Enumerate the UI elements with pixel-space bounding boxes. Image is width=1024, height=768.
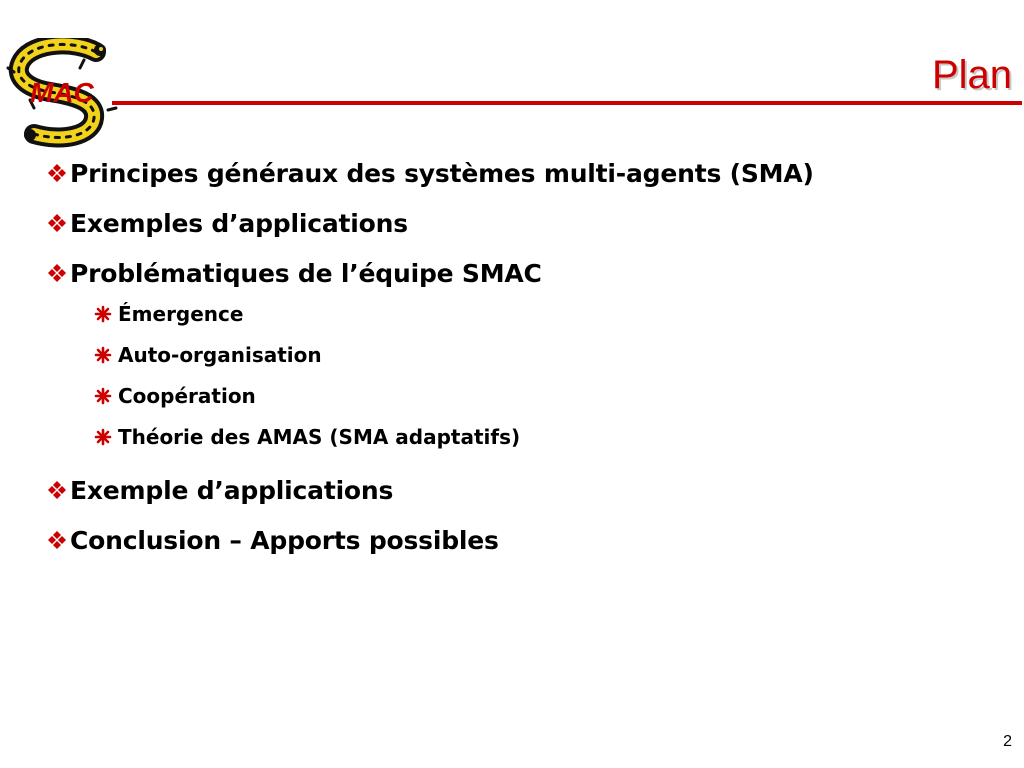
sub-bullet-text: Théorie des AMAS (SMA adaptatifs) [118,424,521,449]
asterisk-bullet-icon [94,387,112,405]
four-diamond-bullet-icon [46,529,68,551]
four-diamond-bullet-icon [46,162,68,184]
asterisk-bullet-icon [94,346,112,364]
svg-text:MAC: MAC [30,77,94,108]
sub-bullet-text: Coopération [118,383,256,408]
smac-logo [4,38,120,148]
sub-list-item [46,375,1006,416]
bullet-text: Problématiques de l’équipe SMAC [70,258,542,288]
list-item [46,198,1006,248]
page-number: 2 [1003,733,1012,750]
bullet-text: Exemple d’applications [70,475,394,505]
bullet-text: Exemples d’applications [70,208,408,238]
sub-list-item [46,293,1006,334]
bullet-text: Principes généraux des systèmes multi-agents (SMA) [70,158,814,188]
list-item [46,148,1006,198]
bullet-text: Conclusion – Apports possibles [70,525,499,555]
asterisk-bullet-icon [94,428,112,446]
sub-bullet-text: Auto-organisation [118,342,322,367]
asterisk-bullet-icon [94,305,112,323]
four-diamond-bullet-icon [46,479,68,501]
sub-bullet-text: Émergence [118,301,244,326]
sub-list-item [46,334,1006,375]
four-diamond-bullet-icon [46,212,68,234]
four-diamond-bullet-icon [46,262,68,284]
bullet-list [46,148,1006,565]
title-underline [112,101,1022,105]
list-item [46,515,1006,565]
list-item [46,248,1006,298]
list-item [46,465,1006,515]
slide-title: Plan [931,53,1012,97]
sub-list-item [46,416,1006,457]
